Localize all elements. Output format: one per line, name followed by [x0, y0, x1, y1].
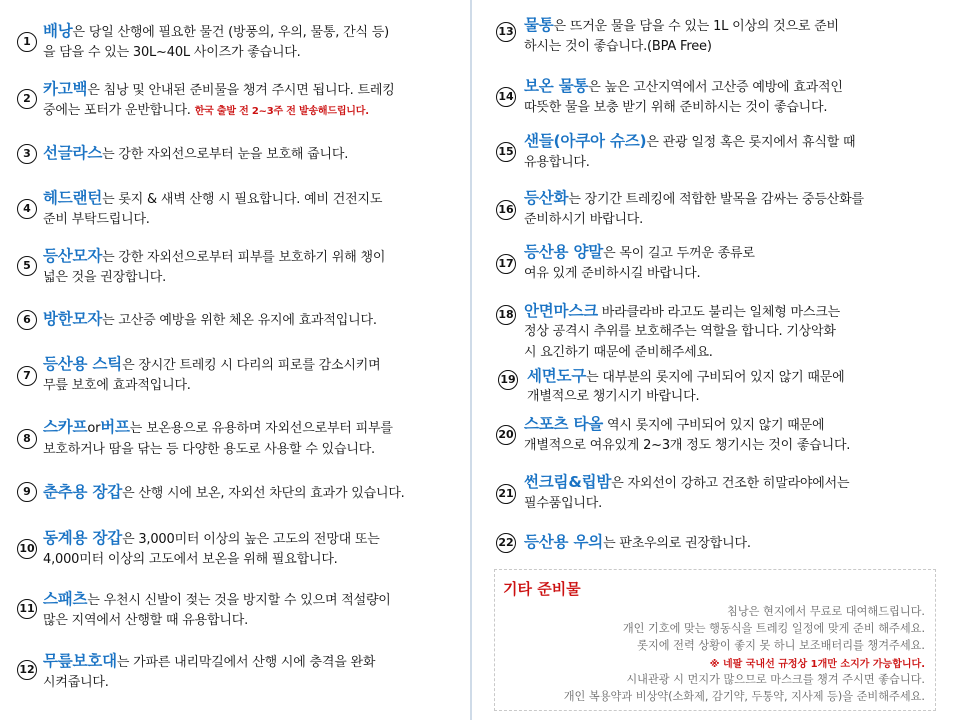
item-keyword: 춘추용 장갑 — [43, 483, 123, 501]
item-desc-line2: 준비하시기 바랍니다. — [524, 212, 644, 227]
item-desc-line1: 역시 롯지에 구비되어 있지 않기 때문에 — [603, 418, 825, 433]
item-keyword: 무릎보호대 — [43, 652, 117, 670]
item-desc-line2: 4,000미터 이상의 고도에서 보온을 위해 필요합니다. — [43, 552, 338, 567]
item-number: 1 — [17, 32, 37, 52]
item-number: 4 — [17, 199, 37, 219]
item-desc-line2: 무릎 보호에 효과적입니다. — [43, 378, 191, 393]
shipping-notice: 한국 출발 전 2~3주 전 발송해드립니다. — [194, 106, 369, 117]
item-desc-line2: 중에는 포터가 운반합니다. — [43, 103, 191, 118]
etc-line: 시내관광 시 먼지가 많으므로 마스크를 챙겨 주시면 좋습니다. — [626, 673, 925, 686]
item-keyword-alt: 버프 — [100, 418, 130, 436]
item-desc-line2: 하시는 것이 좋습니다.(BPA Free) — [524, 39, 712, 54]
column-divider — [470, 0, 472, 720]
item-keyword: 물통 — [524, 16, 554, 34]
item-desc-line2: 정상 공격시 추위를 보호해주는 역할을 합니다. 기상악화 — [524, 324, 836, 339]
item-keyword: 스포츠 타올 — [524, 415, 604, 433]
item-number: 7 — [17, 366, 37, 386]
item-desc-line2: 시켜줍니다. — [43, 675, 109, 690]
item-desc-line1: 바라클라바 라고도 불리는 일체형 마스크는 — [597, 305, 840, 320]
item-keyword: 보온 물통 — [524, 77, 589, 95]
item-number: 8 — [17, 429, 37, 449]
item-desc-line1: 은 장시간 트레킹 시 다리의 피로를 감소시키며 — [122, 358, 381, 373]
item-desc-line1: 은 관광 일정 혹은 롯지에서 휴식할 때 — [646, 135, 856, 150]
item-desc-line2: 개별적으로 여유있게 2~3개 정도 챙기시는 것이 좋습니다. — [524, 438, 851, 453]
item-keyword: 배낭 — [43, 22, 73, 40]
item-desc-line2: 많은 지역에서 산행할 때 유용합니다. — [43, 613, 249, 628]
item-desc-line1: 은 당일 산행에 필요한 물건 (방풍의, 우의, 물통, 간식 등) — [72, 25, 389, 40]
item-number: 21 — [496, 484, 516, 504]
item-desc-line2: 넓은 것을 권장합니다. — [43, 270, 167, 285]
item-keyword: 헤드랜턴 — [43, 189, 103, 207]
item-keyword: 썬크림&립밤 — [524, 473, 612, 491]
etc-line: 개인 기호에 맞는 행동식을 트레킹 일정에 맞게 준비 해주세요. — [622, 622, 925, 635]
item-keyword: 스패츠 — [43, 590, 88, 608]
item-desc-line2: 개별적으로 챙기시기 바랍니다. — [527, 389, 700, 404]
etc-line: 롯지에 전력 상황이 좋지 못 하니 보조배터리를 챙겨주세요. — [637, 639, 925, 652]
item-number: 12 — [17, 660, 37, 680]
etc-title: 기타 준비물 — [503, 580, 581, 598]
item-desc-line2: 여유 있게 준비하시길 바랍니다. — [524, 266, 701, 281]
item-number: 15 — [496, 142, 516, 162]
item-desc-line1: 는 대부분의 롯지에 구비되어 있지 않기 때문에 — [586, 370, 845, 385]
item-desc-line1: 은 3,000미터 이상의 높은 고도의 전망대 또는 — [122, 532, 380, 547]
item-desc-line1: 은 산행 시에 보온, 자외선 차단의 효과가 있습니다. — [122, 486, 405, 501]
item-keyword: 등산용 스틱 — [43, 355, 123, 373]
item-keyword: 세면도구 — [527, 367, 587, 385]
item-number: 20 — [496, 425, 516, 445]
item-desc-line2: 유용합니다. — [524, 155, 590, 170]
item-keyword: 동계용 장갑 — [43, 529, 123, 547]
item-number: 6 — [17, 310, 37, 330]
item-desc-line1: 은 높은 고산지역에서 고산증 예방에 효과적인 — [588, 80, 843, 95]
item-desc-line1: 는 우천시 신발이 젖는 것을 방지할 수 있으며 적설량이 — [87, 593, 391, 608]
item-keyword: 스카프 — [43, 418, 88, 436]
item-desc-line1: 은 자외선이 강하고 건조한 히말라야에서는 — [611, 476, 850, 491]
item-desc-line2: 보호하거나 땀을 닦는 등 다양한 용도로 사용할 수 있습니다. — [43, 442, 375, 457]
item-number: 14 — [496, 87, 516, 107]
item-keyword: 등산모자 — [43, 247, 103, 265]
item-number: 2 — [17, 89, 37, 109]
item-number: 3 — [17, 144, 37, 164]
item-number: 13 — [496, 22, 516, 42]
item-desc-line1: 는 장기간 트레킹에 적합한 발목을 감싸는 중등산화를 — [568, 192, 864, 207]
item-keyword: 안면마스크 — [524, 302, 598, 320]
item-number: 16 — [496, 200, 516, 220]
item-keyword: 방한모자 — [43, 310, 103, 328]
item-desc-line1: 는 롯지 & 새벽 산행 시 필요합니다. 예비 건전지도 — [102, 192, 383, 207]
item-keyword: 등산화 — [524, 189, 569, 207]
item-desc-line2: 을 담을 수 있는 30L~40L 사이즈가 좋습니다. — [43, 45, 301, 60]
item-desc-line1: 는 강한 자외선으로부터 피부를 보호하기 위해 챙이 — [102, 250, 386, 265]
etc-warning: ※ 네팔 국내선 규정상 1개만 소지가 가능합니다. — [709, 659, 925, 670]
item-desc-line2: 준비 부탁드립니다. — [43, 212, 150, 227]
etc-supplies-box — [494, 569, 936, 711]
item-keyword: 등산용 우의 — [524, 533, 604, 551]
item-number: 9 — [17, 482, 37, 502]
or-text: or — [87, 421, 101, 436]
item-desc-line2: 따뜻한 물을 보충 받기 위해 준비하시는 것이 좋습니다. — [524, 100, 828, 115]
item-desc-line3: 시 요긴하기 때문에 준비해주세요. — [524, 345, 713, 360]
item-number: 22 — [496, 533, 516, 553]
item-number: 19 — [498, 370, 518, 390]
item-number: 10 — [17, 539, 37, 559]
item-desc-line1: 는 보온용으로 유용하며 자외선으로부터 피부를 — [129, 421, 393, 436]
item-number: 5 — [17, 256, 37, 276]
item-desc-line1: 는 가파른 내리막길에서 산행 시에 충격을 완화 — [116, 655, 376, 670]
item-desc-line1: 은 뜨거운 물을 담을 수 있는 1L 이상의 것으로 준비 — [553, 19, 839, 34]
item-desc-line1: 는 고산증 예방을 위한 체온 유지에 효과적입니다. — [102, 313, 377, 328]
item-number: 11 — [17, 599, 37, 619]
item-keyword: 선글라스 — [43, 144, 103, 162]
item-desc-line1: 은 침낭 및 안내된 준비물을 챙겨 주시면 됩니다. 트레킹 — [87, 83, 395, 98]
item-desc-line1: 은 목이 길고 두꺼운 종류로 — [603, 246, 755, 261]
item-keyword: 등산용 양말 — [524, 243, 604, 261]
item-keyword: 카고백 — [43, 80, 88, 98]
item-number: 18 — [496, 305, 516, 325]
item-number: 17 — [496, 254, 516, 274]
item-keyword: 샌들(아쿠아 슈즈) — [524, 132, 647, 150]
item-desc-line1: 는 강한 자외선으로부터 눈을 보호해 줍니다. — [102, 147, 349, 162]
etc-line: 개인 복용약과 비상약(소화제, 감기약, 두통약, 지사제 등)을 준비해주세요. — [563, 690, 925, 703]
etc-line: 침낭은 현지에서 무료로 대여해드립니다. — [727, 605, 925, 618]
item-desc-line2: 필수품입니다. — [524, 496, 603, 511]
item-desc-line1: 는 판초우의로 권장합니다. — [603, 536, 751, 551]
